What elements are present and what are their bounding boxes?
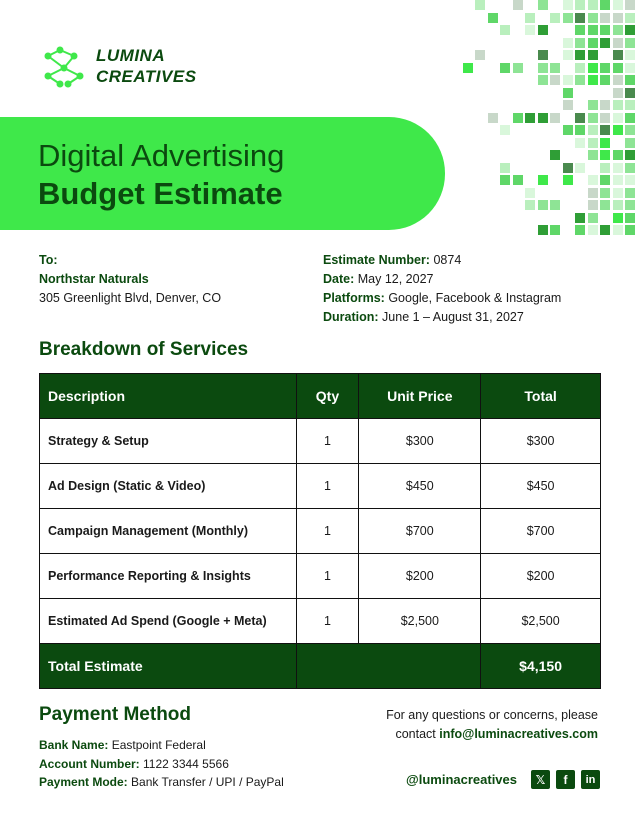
mosaic-tile (600, 100, 610, 110)
document-title-line-1: Digital Advertising (38, 138, 285, 173)
estimate-number-label: Estimate Number: (323, 253, 430, 267)
mosaic-tile (563, 38, 573, 48)
mosaic-tile (538, 200, 548, 210)
table-row (40, 599, 601, 644)
mosaic-tile (488, 13, 498, 23)
mosaic-tile (625, 225, 635, 235)
bank-label: Bank Name: (39, 738, 109, 752)
mosaic-tile (575, 38, 585, 48)
date-label: Date: (323, 272, 355, 286)
client-name: Northstar Naturals (39, 272, 149, 286)
contact-note (338, 706, 598, 744)
mosaic-tile (625, 13, 635, 23)
row-total: $700 (481, 509, 601, 554)
mosaic-tile (575, 163, 585, 173)
table-row (40, 464, 601, 509)
mosaic-tile (600, 150, 610, 160)
mosaic-tile (588, 38, 598, 48)
row-unit-price: $2,500 (359, 599, 481, 644)
row-unit-price: $700 (359, 509, 481, 554)
mosaic-tile (488, 113, 498, 123)
row-qty: 1 (296, 419, 359, 464)
network-logo-icon (40, 42, 88, 90)
mosaic-tile (563, 88, 573, 98)
facebook-icon[interactable]: f (556, 770, 575, 789)
mosaic-tile (575, 138, 585, 148)
mosaic-tile (563, 0, 573, 10)
duration-value: June 1 – August 31, 2027 (382, 310, 524, 324)
mosaic-tile (550, 150, 560, 160)
mosaic-tile (600, 188, 610, 198)
mosaic-tile (600, 138, 610, 148)
brand-name (96, 45, 197, 87)
column-header-total: Total (481, 374, 601, 419)
mosaic-tile (525, 200, 535, 210)
mosaic-tile (588, 0, 598, 10)
mosaic-tile (588, 138, 598, 148)
row-total: $300 (481, 419, 601, 464)
mosaic-tile (575, 50, 585, 60)
mosaic-tile (600, 113, 610, 123)
platforms-line (323, 289, 561, 308)
mosaic-tile (625, 50, 635, 60)
mosaic-tile (513, 175, 523, 185)
mosaic-tile (588, 225, 598, 235)
mosaic-tile (500, 175, 510, 185)
mosaic-tile (538, 0, 548, 10)
mosaic-tile (538, 225, 548, 235)
mosaic-tile (588, 213, 598, 223)
row-total: $450 (481, 464, 601, 509)
mosaic-tile (625, 0, 635, 10)
brand-logo (40, 42, 197, 90)
mosaic-tile (500, 25, 510, 35)
estimate-date-line (323, 270, 561, 289)
mosaic-tile (575, 113, 585, 123)
total-row-spacer (296, 644, 481, 689)
mosaic-tile (625, 88, 635, 98)
estimate-info (323, 251, 561, 327)
estimate-date: May 12, 2027 (357, 272, 434, 286)
mosaic-tile (538, 75, 548, 85)
mosaic-tile (500, 163, 510, 173)
row-description: Campaign Management (Monthly) (40, 509, 297, 554)
mosaic-tile (613, 100, 623, 110)
mosaic-tile (600, 13, 610, 23)
mosaic-tile (575, 75, 585, 85)
mosaic-tile (588, 75, 598, 85)
mosaic-tile (588, 13, 598, 23)
mosaic-tile (613, 113, 623, 123)
mosaic-tile (613, 63, 623, 73)
mosaic-tile (575, 63, 585, 73)
mosaic-tile (625, 213, 635, 223)
row-total: $200 (481, 554, 601, 599)
mosaic-tile (613, 163, 623, 173)
row-qty: 1 (296, 554, 359, 599)
mosaic-tile (613, 200, 623, 210)
mosaic-tile (625, 188, 635, 198)
row-description: Strategy & Setup (40, 419, 297, 464)
row-qty: 1 (296, 464, 359, 509)
mosaic-tile (613, 75, 623, 85)
mosaic-tile (575, 225, 585, 235)
payment-details (39, 736, 284, 792)
client-info (39, 251, 221, 308)
contact-prefix: contact (395, 727, 436, 741)
brand-line-1: LUMINA (96, 46, 166, 65)
breakdown-heading: Breakdown of Services (39, 339, 249, 360)
mosaic-tile (500, 125, 510, 135)
payment-mode-line (39, 773, 284, 792)
mosaic-tile (563, 75, 573, 85)
mosaic-tile (563, 175, 573, 185)
mosaic-tile (588, 200, 598, 210)
mosaic-tile (600, 225, 610, 235)
row-unit-price: $300 (359, 419, 481, 464)
table-header-row (40, 374, 601, 419)
total-estimate-value: $4,150 (481, 644, 601, 689)
row-description: Ad Design (Static & Video) (40, 464, 297, 509)
mosaic-tile (625, 150, 635, 160)
client-address: 305 Greenlight Blvd, Denver, CO (39, 291, 222, 305)
mosaic-tile (550, 13, 560, 23)
mosaic-tile (575, 0, 585, 10)
mosaic-tile (625, 125, 635, 135)
column-header-qty: Qty (296, 374, 359, 419)
row-description: Estimated Ad Spend (Google + Meta) (40, 599, 297, 644)
column-header-description: Description (40, 374, 297, 419)
mosaic-tile (550, 225, 560, 235)
mosaic-tile (613, 175, 623, 185)
mosaic-tile (575, 25, 585, 35)
document-title-line-2: Budget Estimate (38, 176, 283, 211)
platforms-label: Platforms: (323, 291, 385, 305)
mosaic-tile (588, 100, 598, 110)
mosaic-tile (600, 125, 610, 135)
mosaic-tile (600, 163, 610, 173)
mosaic-tile (588, 125, 598, 135)
account-label: Account Number: (39, 756, 140, 771)
mosaic-tile (588, 150, 598, 160)
mosaic-tile (525, 13, 535, 23)
estimate-number: 0874 (433, 253, 462, 267)
mosaic-tile (600, 75, 610, 85)
contact-line-1: For any questions or concerns, please (386, 708, 598, 722)
mosaic-tile (613, 13, 623, 23)
social-bar (406, 770, 600, 789)
bank-line (39, 736, 284, 755)
mosaic-tile (575, 125, 585, 135)
to-label: To: (39, 253, 58, 267)
mosaic-tile (563, 125, 573, 135)
column-header-unit-price: Unit Price (359, 374, 481, 419)
mosaic-tile (513, 113, 523, 123)
mosaic-tile (500, 63, 510, 73)
mosaic-tile (600, 0, 610, 10)
mosaic-tile (625, 138, 635, 148)
mosaic-tile (625, 25, 635, 35)
mosaic-tile (613, 50, 623, 60)
mosaic-tile (575, 13, 585, 23)
table-row (40, 554, 601, 599)
mosaic-tile (513, 0, 523, 10)
duration-line (323, 308, 561, 327)
account-number: 1122 3344 5566 (143, 756, 229, 771)
row-unit-price: $200 (359, 554, 481, 599)
mosaic-tile (625, 38, 635, 48)
mosaic-tile (613, 88, 623, 98)
mosaic-tile (613, 125, 623, 135)
mosaic-tile (625, 63, 635, 73)
mosaic-tile (600, 25, 610, 35)
mosaic-tile (563, 100, 573, 110)
mosaic-tile (588, 25, 598, 35)
mosaic-tile (613, 38, 623, 48)
table-row (40, 509, 601, 554)
mosaic-tile (588, 50, 598, 60)
x-icon[interactable]: 𝕏 (531, 770, 550, 789)
total-row (40, 644, 601, 689)
mosaic-tile (550, 113, 560, 123)
mosaic-tile (588, 113, 598, 123)
account-line (39, 755, 284, 774)
mosaic-tile (613, 25, 623, 35)
mosaic-tile (550, 63, 560, 73)
mosaic-tile (625, 100, 635, 110)
mosaic-tile (600, 200, 610, 210)
row-qty: 1 (296, 599, 359, 644)
mosaic-tile (575, 213, 585, 223)
mosaic-tile (538, 25, 548, 35)
mosaic-tile (525, 188, 535, 198)
mosaic-tile (525, 113, 535, 123)
payment-heading: Payment Method (39, 704, 192, 725)
pixel-mosaic-decoration (450, 0, 640, 240)
brand-line-2: CREATIVES (96, 67, 197, 86)
payment-mode-label: Payment Mode: (39, 775, 128, 789)
estimate-number-line (323, 251, 561, 270)
social-handle[interactable]: @luminacreatives (406, 772, 517, 787)
mosaic-tile (475, 50, 485, 60)
mosaic-tile (600, 63, 610, 73)
mosaic-tile (625, 113, 635, 123)
mosaic-tile (538, 113, 548, 123)
mosaic-tile (588, 188, 598, 198)
mosaic-tile (550, 75, 560, 85)
row-total: $2,500 (481, 599, 601, 644)
mosaic-tile (475, 0, 485, 10)
mosaic-tile (563, 163, 573, 173)
mosaic-tile (600, 175, 610, 185)
mosaic-tile (538, 50, 548, 60)
linkedin-icon[interactable]: in (581, 770, 600, 789)
mosaic-tile (538, 63, 548, 73)
mosaic-tile (613, 188, 623, 198)
mosaic-tile (588, 63, 598, 73)
bank-name: Eastpoint Federal (111, 738, 206, 752)
total-estimate-label: Total Estimate (40, 644, 297, 689)
mosaic-tile (613, 225, 623, 235)
contact-line-2 (338, 725, 598, 744)
mosaic-tile (613, 213, 623, 223)
mosaic-tile (625, 175, 635, 185)
mosaic-tile (588, 175, 598, 185)
contact-email-link[interactable]: info@luminacreatives.com (439, 727, 598, 741)
mosaic-tile (625, 75, 635, 85)
payment-mode: Bank Transfer / UPI / PayPal (131, 775, 284, 789)
row-qty: 1 (296, 509, 359, 554)
mosaic-tile (538, 175, 548, 185)
duration-label: Duration: (323, 310, 379, 324)
mosaic-tile (563, 50, 573, 60)
services-table (39, 373, 601, 689)
mosaic-tile (613, 150, 623, 160)
row-description: Performance Reporting & Insights (40, 554, 297, 599)
mosaic-tile (625, 200, 635, 210)
mosaic-tile (525, 25, 535, 35)
table-row (40, 419, 601, 464)
mosaic-tile (463, 63, 473, 73)
row-unit-price: $450 (359, 464, 481, 509)
mosaic-tile (625, 163, 635, 173)
mosaic-tile (550, 200, 560, 210)
mosaic-tile (613, 0, 623, 10)
mosaic-tile (513, 63, 523, 73)
platforms-value: Google, Facebook & Instagram (388, 291, 562, 305)
mosaic-tile (563, 13, 573, 23)
mosaic-tile (600, 38, 610, 48)
